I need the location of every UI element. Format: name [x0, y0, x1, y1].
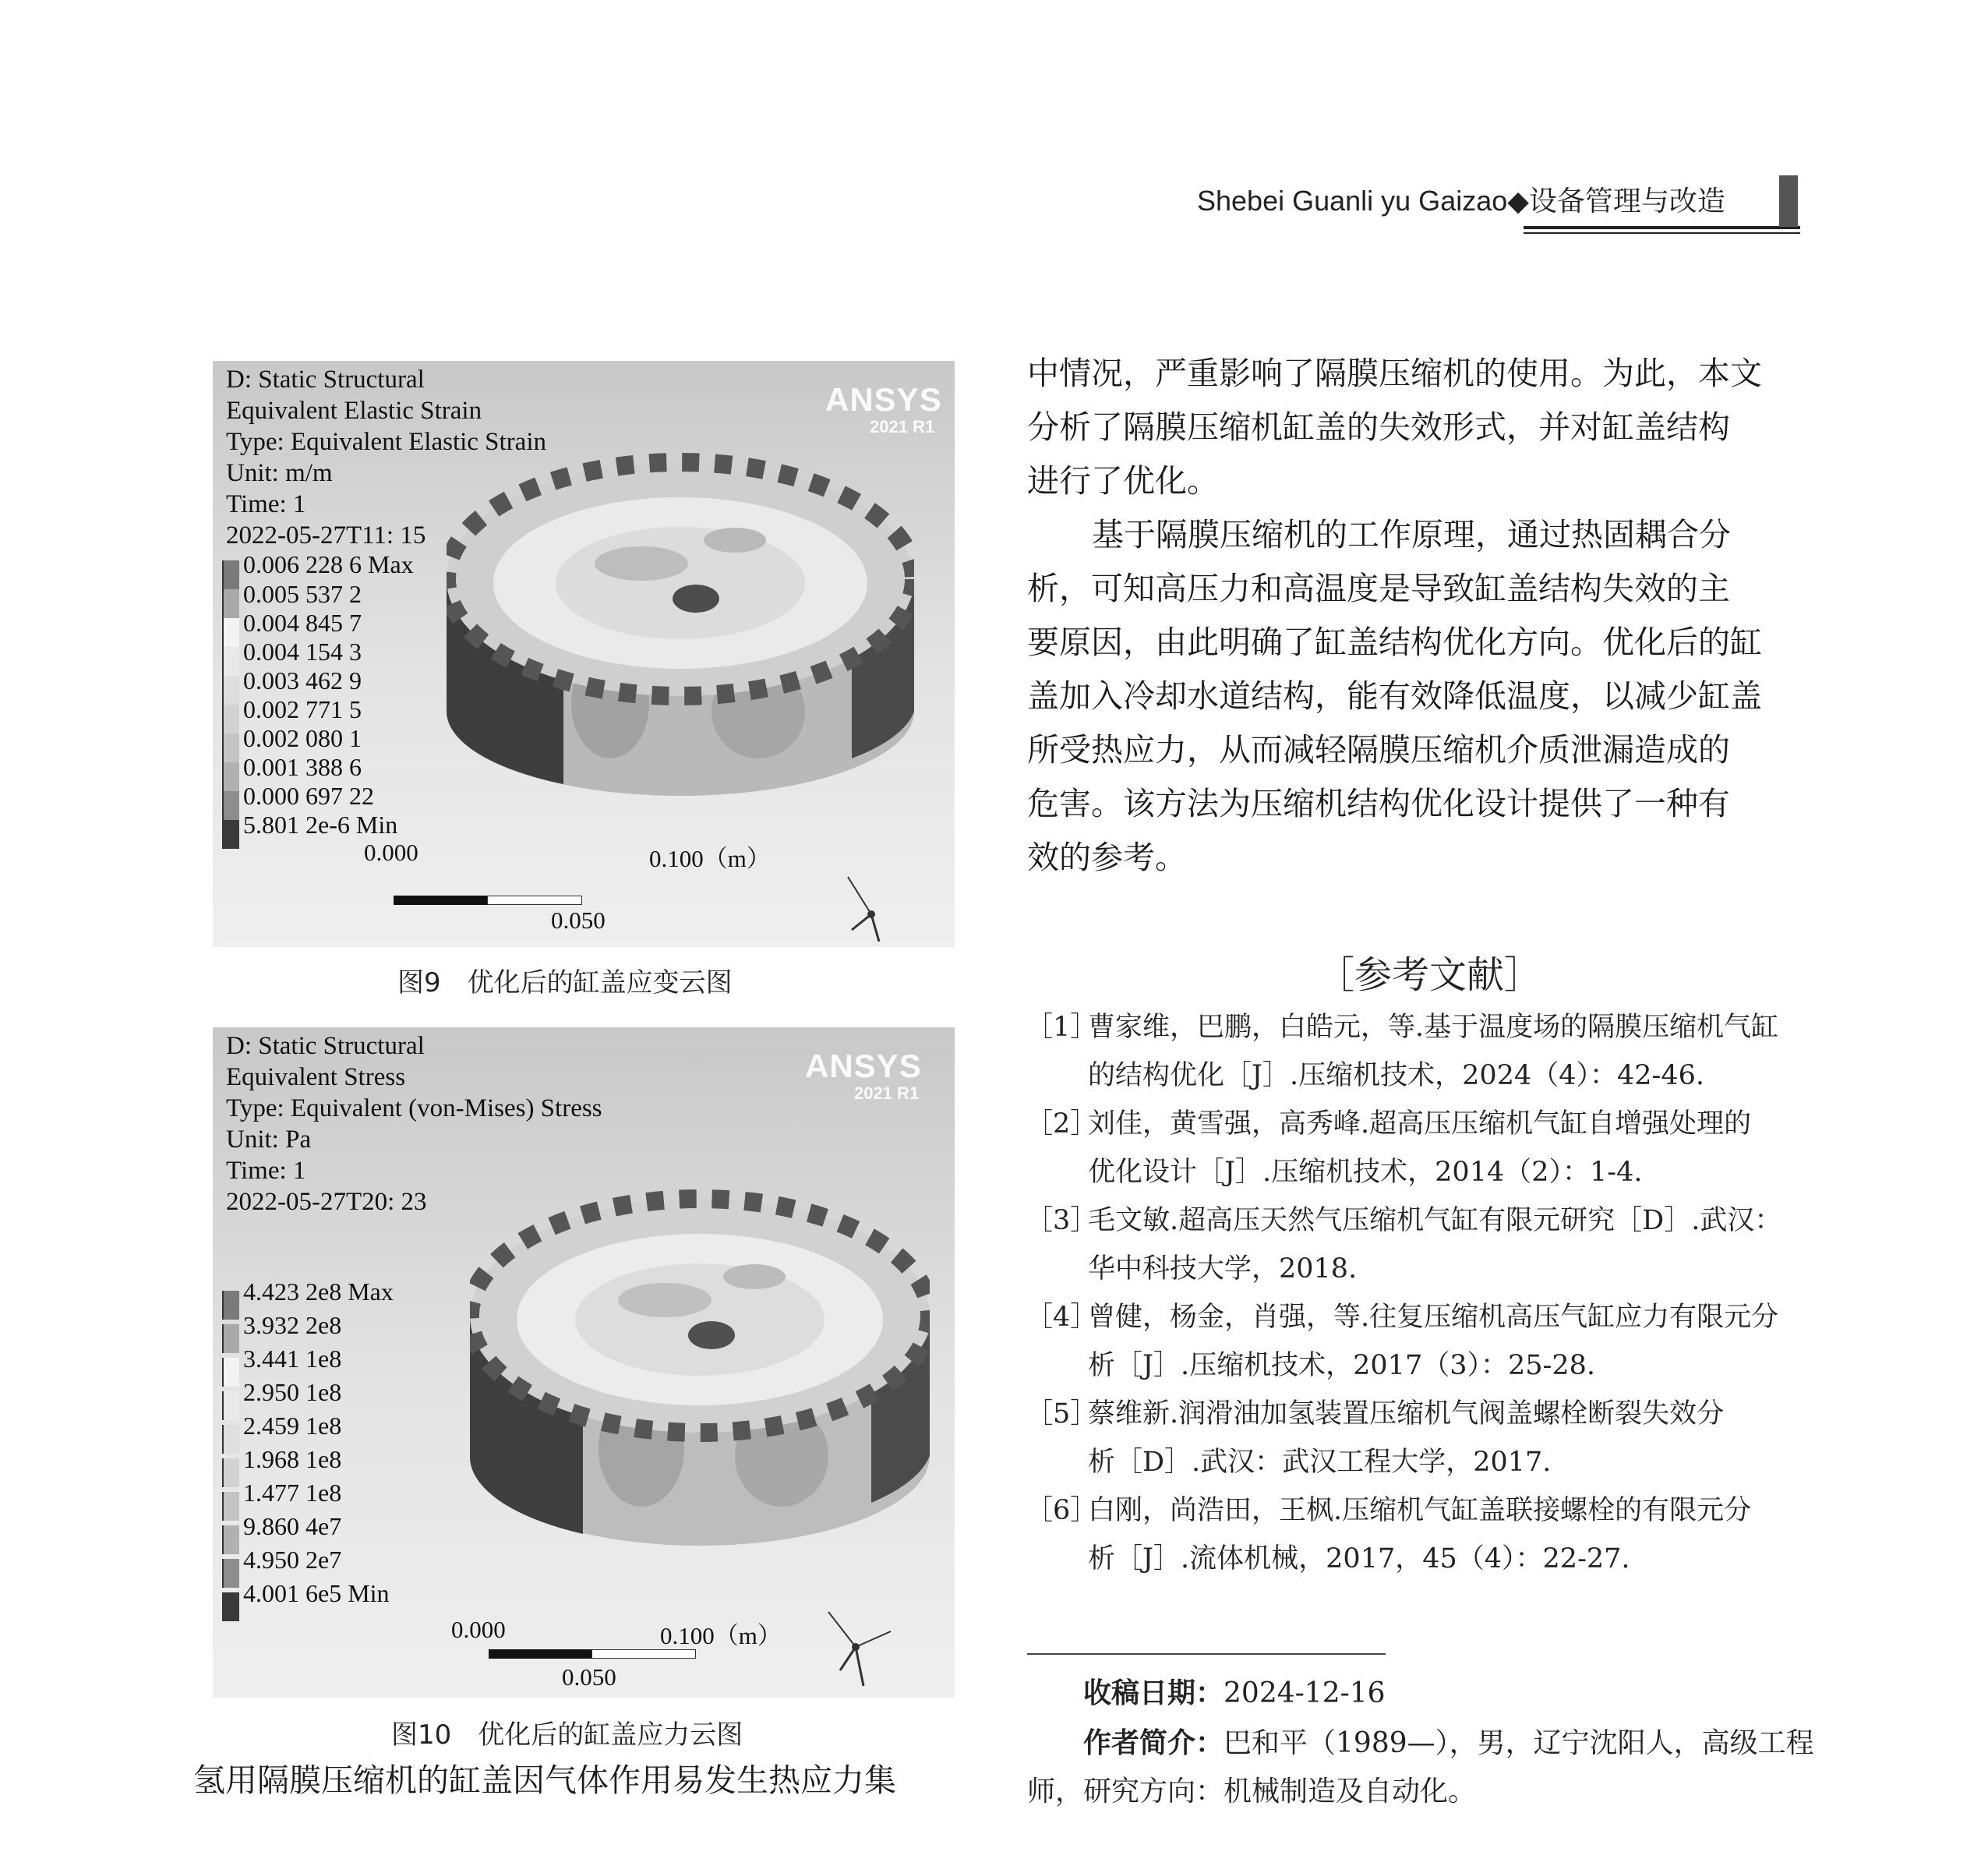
body-line: 中情况，严重影响了隔膜压缩机的使用。为此，本文 [1027, 355, 1762, 392]
figure-9-meta-line: Time: 1 [226, 490, 306, 518]
legend-swatch-10 [222, 820, 239, 849]
legend-swatch-1 [222, 1291, 239, 1320]
scale-bar-light-segment [591, 1649, 696, 1659]
reference-text: 刘佳，黄雪强，高秀峰.超高压压缩机气缸自增强处理的 [1088, 1108, 1752, 1140]
body-line: 析，可知高压力和高温度是导致缸盖结构失效的主 [1027, 570, 1730, 607]
reference-text: 毛文敏.超高压天然气压缩机气缸有限元研究［D］.武汉： [1088, 1205, 1782, 1236]
legend-swatch-6 [222, 1458, 239, 1487]
scale-bar-start: 0.000 [451, 1616, 506, 1643]
ansys-version: 2021 R1 [854, 1083, 920, 1103]
legend-swatch-7 [222, 1492, 239, 1521]
reference-number: ［6］ [1026, 1495, 1098, 1526]
body-line: 进行了优化。 [1027, 462, 1219, 500]
figure-9-caption: 图9 优化后的缸盖应变云图 [397, 967, 733, 998]
figure-10-caption: 图10 优化后的缸盖应力云图 [391, 1719, 743, 1751]
legend-swatch-4 [222, 1391, 239, 1420]
scale-bar-end: 0.100（m） [660, 1622, 782, 1649]
legend-value: 1.968 1e8 [243, 1445, 342, 1473]
body-line: 盖加入冷却水道结构，能有效降低温度，以减少缸盖 [1027, 677, 1762, 715]
legend-swatch-9 [222, 791, 239, 820]
legend-value: 0.005 537 2 [243, 580, 362, 608]
figure-10-meta-line: Equivalent Stress [226, 1063, 406, 1091]
legend-swatch-2 [222, 1324, 239, 1353]
figure-10-stress-contour [213, 1027, 955, 1698]
received-date-label: 收稿日期： [1083, 1677, 1224, 1709]
left-column-paragraph-line: 氢用隔膜压缩机的缸盖因气体作用易发生热应力集 [193, 1762, 896, 1799]
footnote-rule [1027, 1653, 1386, 1655]
legend-value: 0.003 462 9 [243, 666, 362, 694]
figure-9-meta-line: Unit: m/m [226, 459, 333, 487]
body-line: 分析了隔膜压缩机缸盖的失效形式，并对缸盖结构 [1027, 408, 1730, 446]
reference-text: 华中科技大学，2018. [1088, 1253, 1358, 1285]
legend-swatch-5 [222, 1425, 239, 1454]
legend-swatch-10 [222, 1592, 239, 1621]
reference-text: 优化设计［J］.压缩机技术，2014（2）：1-4. [1088, 1157, 1643, 1188]
header-rule [1524, 226, 1800, 229]
scale-bar-end: 0.100（m） [649, 845, 771, 872]
legend-value: 4.423 2e8 Max [243, 1278, 394, 1306]
scale-bar-start: 0.000 [364, 839, 418, 866]
legend-value: 0.004 154 3 [243, 638, 362, 666]
legend-value: 2.950 1e8 [243, 1378, 342, 1406]
legend-swatch-5 [222, 676, 239, 705]
legend-swatch-4 [222, 647, 239, 676]
legend-value: 0.001 388 6 [243, 753, 362, 781]
figure-9-meta-line: D: Static Structural [226, 366, 425, 394]
reference-text: 析［J］.压缩机技术，2017（3）：25-28. [1088, 1350, 1596, 1381]
ansys-logo: ANSYS [825, 381, 942, 418]
legend-value: 3.932 2e8 [243, 1311, 342, 1339]
reference-text: 的结构优化［J］.压缩机技术，2024（4）：42-46. [1088, 1060, 1705, 1091]
body-line: 效的参考。 [1027, 839, 1187, 876]
reference-number: ［1］ [1026, 1012, 1098, 1043]
reference-text: 析［J］.流体机械，2017，45（4）：22-27. [1088, 1543, 1630, 1574]
reference-text: 析［D］.武汉：武汉工程大学，2017. [1088, 1447, 1552, 1478]
legend-value: 0.002 771 5 [243, 695, 362, 723]
reference-number: ［2］ [1026, 1108, 1098, 1140]
body-line: 要原因，由此明确了缸盖结构优化方向。优化后的缸 [1027, 624, 1762, 661]
legend-value: 1.477 1e8 [243, 1479, 342, 1507]
legend-value: 9.860 4e7 [243, 1512, 342, 1540]
received-date-value: 2024-12-16 [1224, 1677, 1386, 1709]
legend-swatch-2 [222, 589, 239, 618]
legend-value: 2.459 1e8 [243, 1412, 342, 1440]
running-header: Shebei Guanli yu Gaizao◆设备管理与改造 [1197, 185, 1725, 217]
header-tab-marker [1779, 175, 1798, 227]
legend-swatch-1 [222, 560, 239, 589]
author-bio [1083, 1721, 1814, 1761]
ansys-logo: ANSYS [805, 1048, 922, 1084]
figure-10-meta-line: D: Static Structural [226, 1032, 425, 1060]
body-line: 基于隔膜压缩机的工作原理，通过热固耦合分 [1060, 516, 1731, 553]
legend-value: 3.441 1e8 [243, 1345, 342, 1373]
author-bio-label: 作者简介： [1083, 1727, 1224, 1759]
reference-number: ［4］ [1026, 1302, 1098, 1333]
legend-value: 0.004 845 7 [243, 609, 362, 637]
figure-9-meta-line: Equivalent Elastic Strain [226, 397, 482, 425]
legend-value: 0.000 697 22 [243, 782, 374, 810]
author-bio-text: 巴和平（1989—），男，辽宁沈阳人，高级工程 [1224, 1727, 1814, 1759]
header-rule-thin [1524, 232, 1800, 234]
figure-10-meta-line: Unit: Pa [226, 1126, 312, 1154]
reference-number: ［5］ [1026, 1398, 1098, 1429]
axis-triad-icon [821, 1604, 906, 1690]
legend-swatch-3 [222, 1358, 239, 1387]
author-bio-continued: 师，研究方向：机械制造及自动化。 [1027, 1776, 1477, 1808]
legend-swatch-9 [222, 1559, 239, 1588]
legend-swatch-6 [222, 705, 239, 733]
figure-9-meta-line: 2022-05-27T11: 15 [226, 521, 426, 550]
legend-value: 0.006 228 6 Max [243, 550, 414, 578]
body-line: 危害。该方法为压缩机结构优化设计提供了一种有 [1027, 785, 1730, 822]
legend-swatch-3 [222, 618, 239, 647]
scale-bar-light-segment [487, 896, 582, 905]
scale-bar-dark-segment [394, 896, 487, 905]
scale-bar-mid: 0.050 [551, 906, 606, 934]
references-heading: ［参考文献］ [1317, 953, 1542, 997]
figure-10-meta-line: Type: Equivalent (von-Mises) Stress [226, 1094, 602, 1122]
figure-9-meta-line: Type: Equivalent Elastic Strain [226, 428, 547, 456]
reference-text: 蔡维新.润滑油加氢装置压缩机气阀盖螺栓断裂失效分 [1088, 1398, 1725, 1429]
reference-text: 白刚，尚浩田，王枫.压缩机气缸盖联接螺栓的有限元分 [1088, 1495, 1752, 1526]
reference-number: ［3］ [1026, 1205, 1098, 1236]
legend-swatch-8 [222, 1525, 239, 1554]
legend-swatch-7 [222, 733, 239, 762]
scale-bar-dark-segment [489, 1649, 591, 1659]
cylinder-head-model [470, 1183, 930, 1557]
reference-text: 曾健，杨金，肖强，等.往复压缩机高压气缸应力有限元分 [1088, 1302, 1779, 1333]
legend-swatch-8 [222, 762, 239, 791]
figure-10-meta-line: 2022-05-27T20: 23 [226, 1188, 427, 1216]
scale-bar-mid: 0.050 [562, 1663, 616, 1691]
body-line: 所受热应力，从而减轻隔膜压缩机介质泄漏造成的 [1027, 731, 1730, 769]
axis-triad-icon [836, 868, 906, 945]
legend-value: 4.001 6e5 Min [243, 1579, 390, 1607]
received-date [1083, 1671, 1386, 1711]
cylinder-head-model [447, 447, 914, 797]
figure-10-meta-line: Time: 1 [226, 1157, 306, 1185]
legend-value: 4.950 2e7 [243, 1546, 342, 1574]
figure-9-strain-contour [213, 361, 955, 947]
ansys-version: 2021 R1 [870, 417, 935, 436]
legend-value: 5.801 2e-6 Min [243, 811, 398, 839]
legend-value: 0.002 080 1 [243, 724, 362, 752]
reference-text: 曹家维，巴鹏，白皓元，等.基于温度场的隔膜压缩机气缸 [1088, 1012, 1779, 1043]
